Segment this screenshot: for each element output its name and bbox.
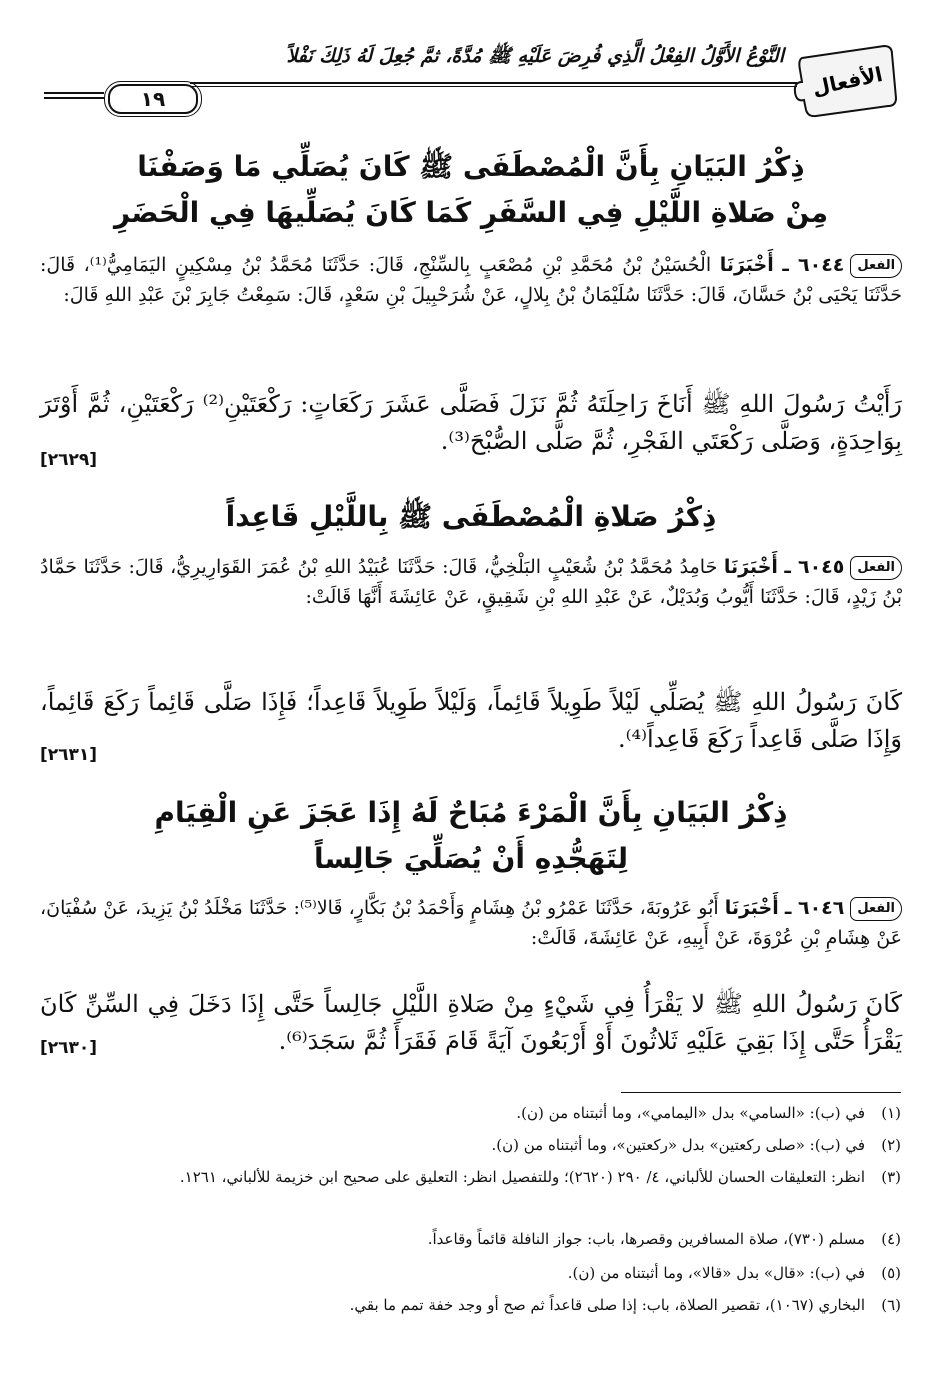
header-rule — [44, 92, 104, 94]
akhbarana: أَخْبَرَنَا — [724, 897, 779, 919]
akhbarana: أَخْبَرَنَا — [719, 254, 774, 276]
section-heading: ذِكْرُ البَيَانِ بِأَنَّ الْمَرْءَ مُبَاحٌ لَهُ إِذَا عَجَزَ عَنِ الْقِيَامِ — [154, 796, 788, 829]
hadith-reference: [٢٦٣٠] — [40, 1038, 98, 1058]
footnote — [39, 1102, 901, 1124]
footnote-number: (١) — [881, 1104, 901, 1122]
isnad-text: حَامِدُ مُحَمَّدُ بْنُ شُعَيْبٍ البَلْخِيُّ، قَالَ: حَدَّثَنَا عُبَيْدُ اللهِ بْنُ عُمَرَ القَوَارِيرِيُّ، قَالَ: حَدَّثَنَا حَمَّادُ بْنُ زَيْدٍ، قَالَ: حَدَّثَنَا أَيُّوبُ وَبُدَيْلٌ، عَنْ عَبْدِ اللهِ بْنِ شَقِيقٍ، عَنْ عَائِشَةَ أَنَّهَا قَالَتْ: — [40, 556, 902, 608]
footnote-number: (٦) — [881, 1296, 901, 1314]
hadith-reference: [٢٦٢٩] — [40, 450, 98, 470]
hadith-number: ٦٠٤٥ ـ — [784, 556, 845, 578]
footnote-number: (٢) — [881, 1136, 901, 1154]
section-heading: ذِكْرُ صَلاةِ الْمُصْطَفَى ﷺ بِاللَّيْلِ قَاعِداً — [225, 500, 717, 533]
isnad-text: أَبُو عَرُوبَةَ، حَدَّثَنَا عَمْرُو بْنُ هِشَامٍ وَأَحْمَدُ بْنُ بَكَّارٍ، قَالا⁽⁵⁾: حَدَّثَنَا مَخْلَدُ بْنُ يَزِيدَ، عَنْ سُفْيَانَ، عَنْ هِشَامِ بْنِ عُرْوَةَ، عَنْ أَبِيهِ، عَنْ عَائِشَةَ، قَالَتْ: — [40, 897, 902, 949]
hadith-isnad — [40, 250, 902, 310]
footnote-number: (٥) — [881, 1264, 901, 1282]
footnote-text: مسلم (٧٣٠)، صلاة المسافرين وقصرها، باب: جواز النافلة قائماً وقاعداً. — [427, 1230, 865, 1248]
section-heading: مِنْ صَلاةِ اللَّيْلِ فِي السَّفَرِ كَمَا كَانَ يُصَلِّيهَا فِي الْحَضَرِ — [113, 196, 829, 229]
hadith-number: ٦٠٤٦ ـ — [784, 897, 845, 919]
isnad-text: الْحُسَيْنُ بْنُ مُحَمَّدِ بْنِ مُصْعَبٍ بِالسِّنْجِ، قَالَ: حَدَّثَنَا مُحَمَّدُ بْنُ مِسْكِينٍ اليَمَامِيُّ⁽¹⁾، قَالَ: حَدَّثَنَا يَحْيَى بْنُ حَسَّانَ، قَالَ: حَدَّثَنَا سُلَيْمَانُ بْنُ بِلالٍ، عَنْ شُرَحْبِيلَ بْنِ سَعْدٍ، قَالَ: سَمِعْتُ جَابِرَ بْنَ عَبْدِ اللهِ قَالَ: — [40, 254, 902, 306]
hadith-badge: الفعل — [850, 897, 902, 921]
footnote-rule — [621, 1092, 901, 1093]
header-rule — [190, 82, 797, 84]
hadith-badge: الفعل — [850, 556, 902, 580]
footnote — [39, 1262, 901, 1284]
footnote-text: انظر: التعليقات الحسان للألباني، ٤/ ٢٩٠ (٢٦٢٠)؛ وللتفصيل انظر: التعليق على صحيح ابن خزيمة للألباني، ١٢٦١. — [179, 1168, 865, 1186]
hadith-reference: [٢٦٣١] — [40, 745, 98, 765]
hadith-badge: الفعل — [850, 254, 902, 278]
section-heading: ذِكْرُ البَيَانِ بِأَنَّ الْمُصْطَفَى ﷺ كَانَ يُصَلِّي مَا وَصَفْنَا — [137, 150, 805, 183]
footnote-number: (٣) — [881, 1168, 901, 1186]
footnote — [39, 1134, 901, 1156]
footnote-text: في (ب): «قال» بدل «قالا»، وما أثبتناه من (ن). — [567, 1264, 865, 1282]
hadith-matn: كَانَ رَسُولُ اللهِ ﷺ لا يَقْرَأُ فِي شَيْءٍ مِنْ صَلاةِ اللَّيْلِ جَالِساً حَتَّى إِذَا دَخَلَ فِي السِّنِّ كَانَ يَقْرَأُ حَتَّى إِذَا بَقِيَ عَلَيْهِ ثَلاثُونَ أَوْ أَرْبَعُونَ آيَةً قَامَ فَقَرَأَ ثُمَّ سَجَدَ⁽⁶⁾. — [40, 990, 902, 1055]
hadith-number: ٦٠٤٤ ـ — [782, 254, 845, 276]
akhbarana: أَخْبَرَنَا — [723, 556, 778, 578]
section-badge: الأفعال — [810, 61, 885, 101]
footnote-number: (٤) — [881, 1230, 901, 1248]
page-header — [40, 30, 902, 130]
running-title: النَّوْعُ الأَوَّلُ الفِعْلُ الَّذِي فُرِضَ عَلَيْهِ ﷺ مُدَّةً، ثمَّ جُعِلَ لَهُ ذَلِكَ نَفْلاً — [286, 45, 784, 67]
footnote — [39, 1166, 901, 1188]
section-heading: لِتَهَجُّدِهِ أَنْ يُصَلِّيَ جَالِساً — [313, 842, 629, 875]
footnote — [39, 1294, 901, 1316]
footnote-text: البخاري (١٠٦٧)، تقصير الصلاة، باب: إذا صلى قاعداً ثم صح أو وجد خفة تمم ما بقي. — [349, 1296, 865, 1314]
hadith-matn: رَأَيْتُ رَسُولَ اللهِ ﷺ أَنَاخَ رَاحِلَتَهُ ثُمَّ نَزَلَ فَصَلَّى عَشَرَ رَكَعَاتٍ: رَكْعَتَيْنِ⁽²⁾ رَكْعَتَيْنِ، ثُمَّ أَوْتَرَ بِوَاحِدَةٍ، وَصَلَّى رَكْعَتَي الفَجْرِ، ثُمَّ صَلَّى الصُّبْحَ⁽³⁾. — [40, 390, 902, 455]
header-rule — [190, 86, 797, 87]
page-number: ١٩ — [108, 84, 198, 114]
hadith-isnad — [40, 552, 902, 612]
footnote-text: في (ب): «صلى ركعتين» بدل «ركعتين»، وما أثبتناه من (ن). — [491, 1136, 865, 1154]
header-rule — [44, 97, 104, 99]
hadith-isnad — [40, 893, 902, 953]
puzzle-piece-icon — [792, 40, 902, 122]
footnote — [39, 1228, 901, 1250]
hadith-matn: كَانَ رَسُولُ اللهِ ﷺ يُصَلِّي لَيْلاً طَوِيلاً قَائِماً، وَلَيْلاً طَوِيلاً قَاعِداً؛ فَإِذَا صَلَّى قَائِماً رَكَعَ قَائِماً، وَإِذَا صَلَّى قَاعِداً رَكَعَ قَاعِداً⁽⁴⁾. — [40, 688, 902, 753]
footnote-text: في (ب): «السامي» بدل «اليمامي»، وما أثبتناه من (ن). — [516, 1104, 865, 1122]
